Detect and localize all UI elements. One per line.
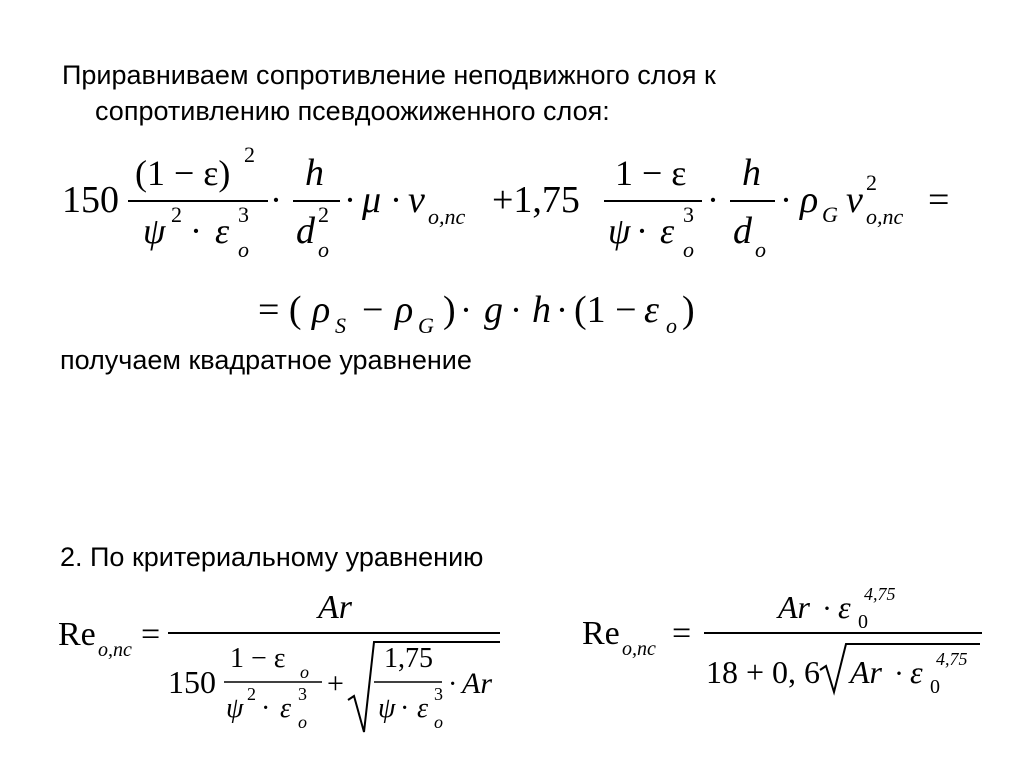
psi-symbol: ψ bbox=[226, 693, 244, 724]
psi-symbol: ψ bbox=[143, 211, 166, 251]
end-close-paren: ) bbox=[682, 289, 695, 331]
v-symbol: v bbox=[408, 179, 425, 221]
plus-175: +1,75 bbox=[492, 179, 580, 221]
rho-sub-s: S bbox=[335, 313, 346, 338]
dot-op: · bbox=[460, 290, 472, 330]
eps-symbol: ε bbox=[660, 211, 675, 251]
re-sub-onc: o,nc bbox=[622, 638, 656, 660]
v-exp-2: 2 bbox=[866, 170, 877, 195]
heading-line-2: сопротивлению псевдоожиженного слоя: bbox=[95, 96, 610, 126]
ar-symbol: Ar bbox=[778, 589, 810, 625]
eps-sub-o: o bbox=[238, 237, 249, 262]
eps-sub-o: o bbox=[683, 237, 694, 262]
dot-op: · bbox=[780, 180, 792, 220]
d-exp-2: 2 bbox=[318, 202, 329, 227]
d-symbol: d bbox=[296, 210, 315, 252]
eps-symbol: ε bbox=[644, 289, 659, 331]
eps-symbol: ε bbox=[417, 693, 429, 724]
num-one-minus-eps-2: 1 − ε bbox=[615, 153, 687, 193]
dot-op: · bbox=[344, 180, 356, 220]
dot-op: · bbox=[390, 180, 402, 220]
heading-line-1: Приравниваем сопротивление неподвижного слоя к bbox=[62, 60, 716, 90]
denom-prefix: 18 + 0, 6 bbox=[706, 654, 821, 690]
eps-symbol: ε bbox=[280, 693, 292, 724]
ar-symbol: Ar bbox=[318, 589, 352, 626]
g-symbol: g bbox=[484, 289, 503, 331]
dot-op: · bbox=[400, 693, 410, 724]
rho-symbol: ρ bbox=[395, 289, 414, 331]
num-one-minus-eps: (1 − ε) bbox=[135, 153, 231, 193]
exp-2: 2 bbox=[244, 142, 255, 167]
v-sub-onc: o,nc bbox=[866, 204, 904, 229]
eps-sub-o: o bbox=[666, 313, 677, 338]
eps-sub-0: 0 bbox=[858, 611, 868, 633]
psi-exp-2: 2 bbox=[247, 684, 256, 704]
dot-op: · bbox=[270, 180, 282, 220]
num-one-minus-eps: 1 − ε bbox=[230, 643, 286, 674]
d-sub-o: o bbox=[318, 237, 329, 262]
dot-op: · bbox=[448, 669, 458, 700]
psi-symbol: ψ bbox=[608, 211, 631, 251]
ar-symbol: Ar bbox=[462, 667, 492, 700]
eps-exp-475: 4,75 bbox=[864, 584, 896, 604]
dot-op: · bbox=[636, 211, 648, 251]
dot-op: · bbox=[190, 211, 202, 251]
eps-symbol: ε bbox=[910, 654, 923, 690]
frac-175: 1,75 bbox=[384, 643, 433, 674]
eps-symbol: ε bbox=[838, 589, 851, 625]
dot-op: · bbox=[510, 290, 522, 330]
eps-sub-o: o bbox=[298, 712, 307, 732]
eps-symbol: ε bbox=[215, 211, 230, 251]
one-minus-open: (1 − bbox=[574, 289, 637, 331]
result-text: получаем квадратное уравнение bbox=[60, 345, 472, 375]
re-sub-onc: o,nc bbox=[98, 639, 132, 661]
psi-symbol: ψ bbox=[378, 693, 396, 724]
coef-150: 150 bbox=[168, 664, 216, 700]
re-symbol: Re bbox=[58, 616, 96, 653]
dot-op: · bbox=[822, 592, 832, 625]
dot-op: · bbox=[261, 693, 271, 724]
dot-op: · bbox=[894, 657, 904, 690]
ar-symbol: Ar bbox=[850, 654, 882, 690]
d-sub-o: o bbox=[755, 237, 766, 262]
coef-150: 150 bbox=[62, 179, 119, 221]
eps-sub-0: 0 bbox=[930, 676, 940, 698]
minus-sign: − bbox=[362, 289, 384, 331]
equals-sign: = bbox=[672, 615, 692, 652]
rho-sub-g: G bbox=[418, 313, 434, 338]
psi-exp-2: 2 bbox=[171, 202, 182, 227]
v-sub-onc: o,nc bbox=[428, 204, 466, 229]
equals-sign: = bbox=[928, 179, 950, 221]
d-symbol: d bbox=[733, 210, 752, 252]
line2-eq-open: = ( bbox=[258, 289, 302, 331]
rho-symbol: ρ bbox=[800, 179, 819, 221]
h-symbol: h bbox=[305, 152, 324, 194]
dot-op: · bbox=[707, 180, 719, 220]
rho-symbol: ρ bbox=[312, 289, 331, 331]
close-paren: ) bbox=[443, 289, 456, 331]
eps-exp-3: 3 bbox=[298, 684, 307, 704]
h-symbol: h bbox=[532, 289, 551, 331]
plus-sign: + bbox=[327, 667, 344, 700]
eps-exp-3: 3 bbox=[434, 684, 443, 704]
eps-sub-o: o bbox=[434, 712, 443, 732]
eps-exp-3: 3 bbox=[683, 202, 694, 227]
v-symbol: v bbox=[846, 179, 863, 221]
equals-sign: = bbox=[141, 616, 161, 653]
h-symbol: h bbox=[742, 152, 761, 194]
rho-sub-g: G bbox=[822, 202, 838, 227]
re-symbol: Re bbox=[582, 615, 620, 652]
section-2-title: 2. По критериальному уравнению bbox=[60, 542, 484, 572]
mu-symbol: μ bbox=[362, 179, 382, 221]
dot-op: · bbox=[556, 290, 568, 330]
eps-sub-o: o bbox=[300, 662, 309, 682]
eps-exp-475: 4,75 bbox=[936, 649, 968, 669]
eps-exp-3: 3 bbox=[238, 202, 249, 227]
